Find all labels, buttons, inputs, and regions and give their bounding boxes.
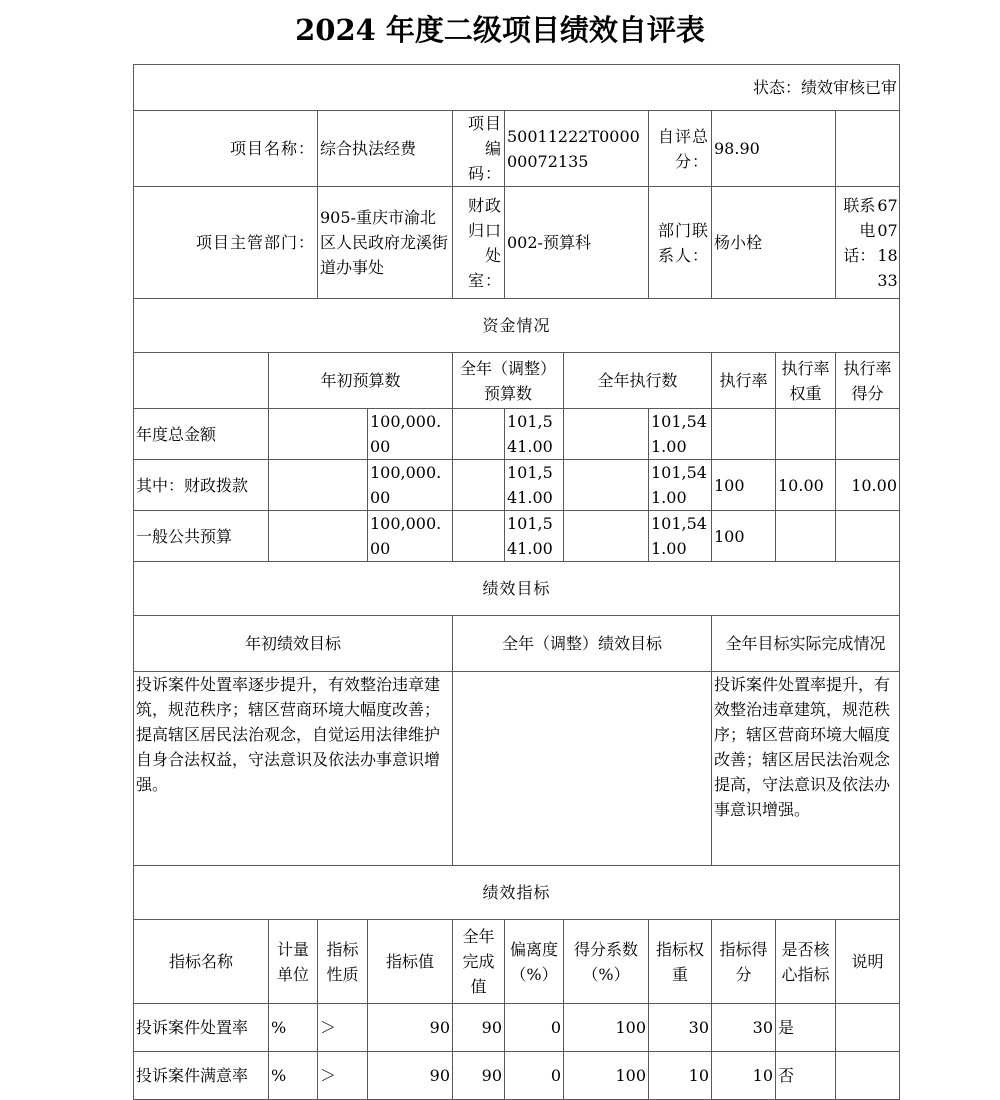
ind-weight: 30 <box>649 1004 712 1052</box>
project-name-label: 项目名称： <box>134 111 318 187</box>
goals-header-adjusted: 全年（调整）绩效目标 <box>453 616 712 672</box>
funds-header-initial: 年初预算数 <box>269 353 453 409</box>
goals-actual-text: 投诉案件处置率提升，有效整治违章建筑，规范秩序；辖区营商环境大幅度改善；辖区居民法治观念提高，守法意识及依法办事意识增强。 <box>712 672 900 866</box>
ind-core: 是 <box>776 1004 836 1052</box>
status-row <box>134 65 900 111</box>
funds-row <box>134 511 900 562</box>
funds-section-title: 资金情况 <box>134 299 900 353</box>
indicator-row <box>134 1004 900 1052</box>
funds-row-name: 年度总金额 <box>134 409 269 460</box>
ind-header-deviation: 偏离度（%） <box>505 920 564 1004</box>
ind-name: 投诉案件满意率 <box>134 1052 269 1100</box>
ind-core: 否 <box>776 1052 836 1100</box>
ind-header-name: 指标名称 <box>134 920 269 1004</box>
ind-score: 10 <box>712 1052 776 1100</box>
ind-header-nature: 指标性质 <box>318 920 368 1004</box>
funds-executed: 101,541.00 <box>649 511 712 562</box>
empty-cell <box>564 511 649 562</box>
ind-coef: 100 <box>564 1004 649 1052</box>
goals-header-row <box>134 616 900 672</box>
empty-cell <box>269 409 368 460</box>
funds-rate: 100 <box>712 511 776 562</box>
empty-cell <box>269 460 368 511</box>
ind-header-coef: 得分系数（%） <box>564 920 649 1004</box>
funds-header-weight: 执行率权重 <box>776 353 836 409</box>
ind-done: 90 <box>453 1004 505 1052</box>
funds-row <box>134 409 900 460</box>
funds-row-name: 其中：财政拨款 <box>134 460 269 511</box>
self-score-label: 自评总分： <box>649 111 712 187</box>
empty-cell <box>564 409 649 460</box>
funds-adjusted: 101,541.00 <box>505 460 564 511</box>
goals-initial-text: 投诉案件处置率逐步提升，有效整治违章建筑，规范秩序；辖区营商环境大幅度改善；提高辖区居民法治观念，自觉运用法律维护自身合法权益，守法意识及依法办事意识增强。 <box>134 672 453 866</box>
goals-content-row <box>134 672 900 866</box>
funds-score <box>836 511 900 562</box>
funds-weight: 10.00 <box>776 460 836 511</box>
ind-deviation: 0 <box>505 1004 564 1052</box>
empty-cell <box>453 460 505 511</box>
ind-weight: 10 <box>649 1052 712 1100</box>
contact-label: 部门联系人： <box>649 187 712 299</box>
ind-target: 90 <box>368 1004 453 1052</box>
ind-nature: ＞ <box>318 1052 368 1100</box>
dept-value: 905-重庆市渝北区人民政府龙溪街道办事处 <box>318 187 453 299</box>
status-text: 状态：绩效审核已审 <box>134 65 900 111</box>
phone-label: 联系电话： <box>843 195 876 265</box>
project-code-label: 项目编码： <box>453 111 505 187</box>
empty-cell <box>564 460 649 511</box>
ind-done: 90 <box>453 1052 505 1100</box>
ind-name: 投诉案件处置率 <box>134 1004 269 1052</box>
self-score: 98.90 <box>712 111 836 187</box>
indicators-header-row <box>134 920 900 1004</box>
ind-header-weight: 指标权重 <box>649 920 712 1004</box>
ind-note <box>836 1004 900 1052</box>
funds-header-adjusted: 全年（调整）预算数 <box>453 353 564 409</box>
funds-score: 10.00 <box>836 460 900 511</box>
ind-header-target: 指标值 <box>368 920 453 1004</box>
funds-header-executed: 全年执行数 <box>564 353 712 409</box>
indicators-section-row <box>134 866 900 920</box>
funds-score <box>836 409 900 460</box>
ind-deviation: 0 <box>505 1052 564 1100</box>
project-info-row <box>134 111 900 187</box>
funds-initial: 100,000.00 <box>368 409 453 460</box>
ind-header-core: 是否核心指标 <box>776 920 836 1004</box>
goals-section-title: 绩效目标 <box>134 562 900 616</box>
indicator-row <box>134 1052 900 1100</box>
funds-row <box>134 460 900 511</box>
funds-weight <box>776 511 836 562</box>
ind-target: 90 <box>368 1052 453 1100</box>
dept-label: 项目主管部门： <box>134 187 318 299</box>
department-row <box>134 187 900 299</box>
project-name: 综合执法经费 <box>318 111 453 187</box>
ind-header-score: 指标得分 <box>712 920 776 1004</box>
funds-header-score: 执行率得分 <box>836 353 900 409</box>
funds-executed: 101,541.00 <box>649 460 712 511</box>
finance-label: 财政归口处室： <box>453 187 505 299</box>
page-title: 2024 年度二级项目绩效自评表 <box>295 13 705 47</box>
phone-value: 67071833 <box>877 195 898 290</box>
ind-header-note: 说明 <box>836 920 900 1004</box>
empty-cell <box>836 111 900 187</box>
contact-value: 杨小栓 <box>712 187 836 299</box>
ind-unit: % <box>269 1004 318 1052</box>
funds-section-row <box>134 299 900 353</box>
funds-executed: 101,541.00 <box>649 409 712 460</box>
ind-note <box>836 1052 900 1100</box>
funds-row-name: 一般公共预算 <box>134 511 269 562</box>
funds-initial: 100,000.00 <box>368 511 453 562</box>
empty-cell <box>453 409 505 460</box>
funds-adjusted: 101,541.00 <box>505 409 564 460</box>
ind-score: 30 <box>712 1004 776 1052</box>
phone-cell <box>836 187 900 299</box>
ind-header-done: 全年完成值 <box>453 920 505 1004</box>
ind-coef: 100 <box>564 1052 649 1100</box>
goals-section-row <box>134 562 900 616</box>
ind-header-unit: 计量单位 <box>269 920 318 1004</box>
goals-header-actual: 全年目标实际完成情况 <box>712 616 900 672</box>
funds-rate <box>712 409 776 460</box>
funds-header-blank <box>134 353 269 409</box>
funds-header-row <box>134 353 900 409</box>
funds-initial: 100,000.00 <box>368 460 453 511</box>
ind-unit: % <box>269 1052 318 1100</box>
project-code: 50011222T000000072135 <box>505 111 649 187</box>
goals-header-initial: 年初绩效目标 <box>134 616 453 672</box>
finance-value: 002-预算科 <box>505 187 649 299</box>
funds-rate: 100 <box>712 460 776 511</box>
funds-weight <box>776 409 836 460</box>
evaluation-table <box>133 64 900 1100</box>
goals-adjusted-text <box>453 672 712 866</box>
empty-cell <box>269 511 368 562</box>
empty-cell <box>453 511 505 562</box>
funds-header-rate: 执行率 <box>712 353 776 409</box>
funds-adjusted: 101,541.00 <box>505 511 564 562</box>
ind-nature: ＞ <box>318 1004 368 1052</box>
indicators-section-title: 绩效指标 <box>134 866 900 920</box>
